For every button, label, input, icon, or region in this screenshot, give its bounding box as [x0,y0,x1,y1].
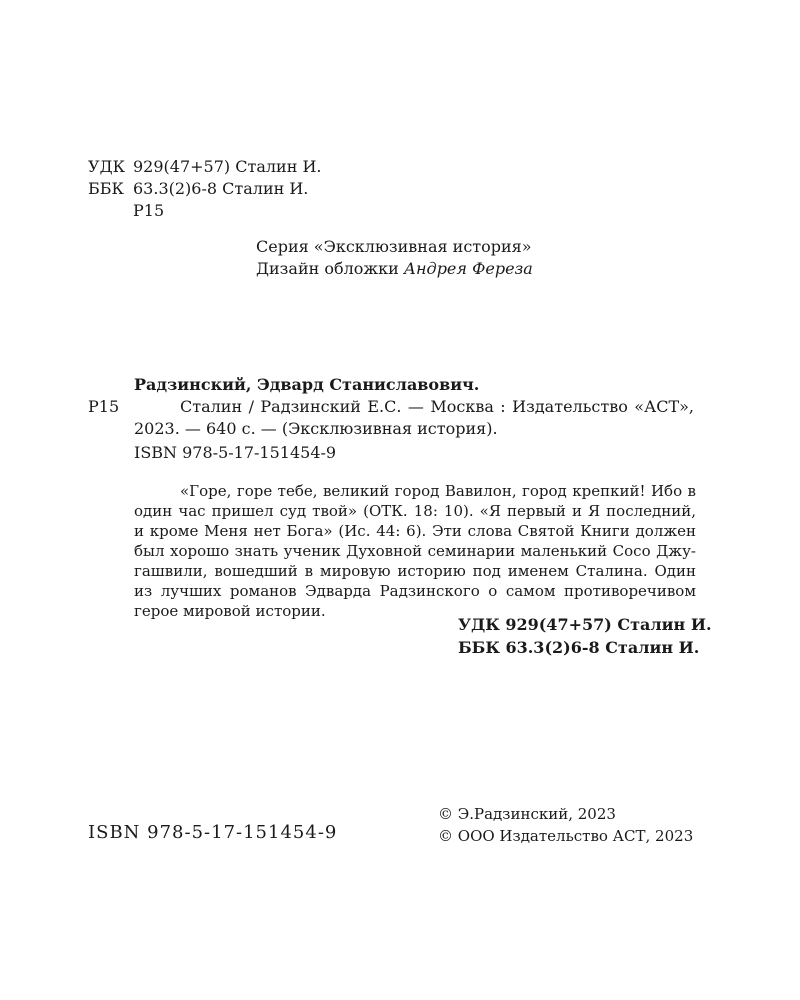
catalog-author-heading: Радзинский, Эдвард Станиславович. [134,375,480,394]
udk-row [88,156,321,178]
annotation-line-1: «Горе, горе тебе, великий город Вавилон, город крепкий! Ибо в [180,482,696,500]
bbk-label: ББК [88,179,124,198]
footer-isbn: ISBN 978-5-17-151454-9 [88,822,338,843]
bbk-value: 63.3(2)6-8 Сталин И. [133,179,309,198]
author-sign-top: Р15 [133,201,165,220]
cover-design-prefix: Дизайн обложки [256,259,399,278]
classification-block-top [88,156,321,222]
bbk-row [88,178,321,200]
classification-bottom-udk: УДК 929(47+57) Сталин И. [458,615,712,634]
annotation-line-3: и кроме Меня нет Бога» (Ис. 44: 6). Эти слова Святой Книги должен [134,522,696,540]
annotation-line-6: из лучших романов Эдварда Радзинского о самом противоречивом [134,582,696,600]
catalog-description-line2: 2023. — 640 с. — (Эксклюзивная история). [134,419,498,438]
catalog-isbn: ISBN 978-5-17-151454-9 [134,443,337,462]
series-block [256,236,533,280]
cover-designer-name: Андрея Фереза [403,259,533,278]
annotation-line-4: был хорошо знать ученик Духовной семинарии маленький Сосо Джу- [134,542,696,560]
udk-value: 929(47+57) Сталин И. [133,157,322,176]
copyright-publisher: © ООО Издательство АСТ, 2023 [438,827,694,845]
series-line: Серия «Эксклюзивная история» [256,237,532,256]
classification-bottom-bbk: ББК 63.3(2)6-8 Сталин И. [458,638,700,657]
copyright-author: © Э.Радзинский, 2023 [438,805,616,823]
annotation-line-7: герое мировой истории. [134,602,326,620]
annotation-line-5: гашвили, вошедший в мировую историю под именем Сталина. Один [134,562,696,580]
udk-label: УДК [88,157,125,176]
catalog-author-sign: Р15 [88,397,120,416]
author-sign-row [88,200,321,222]
catalog-description-line1: Сталин / Радзинский Е.С. — Москва : Издательство «АСТ», [180,397,694,416]
annotation-line-2: один час пришел суд твой» (ОТК. 18: 10). «Я первый и Я последний, [134,502,696,520]
cover-design-line [256,258,533,280]
